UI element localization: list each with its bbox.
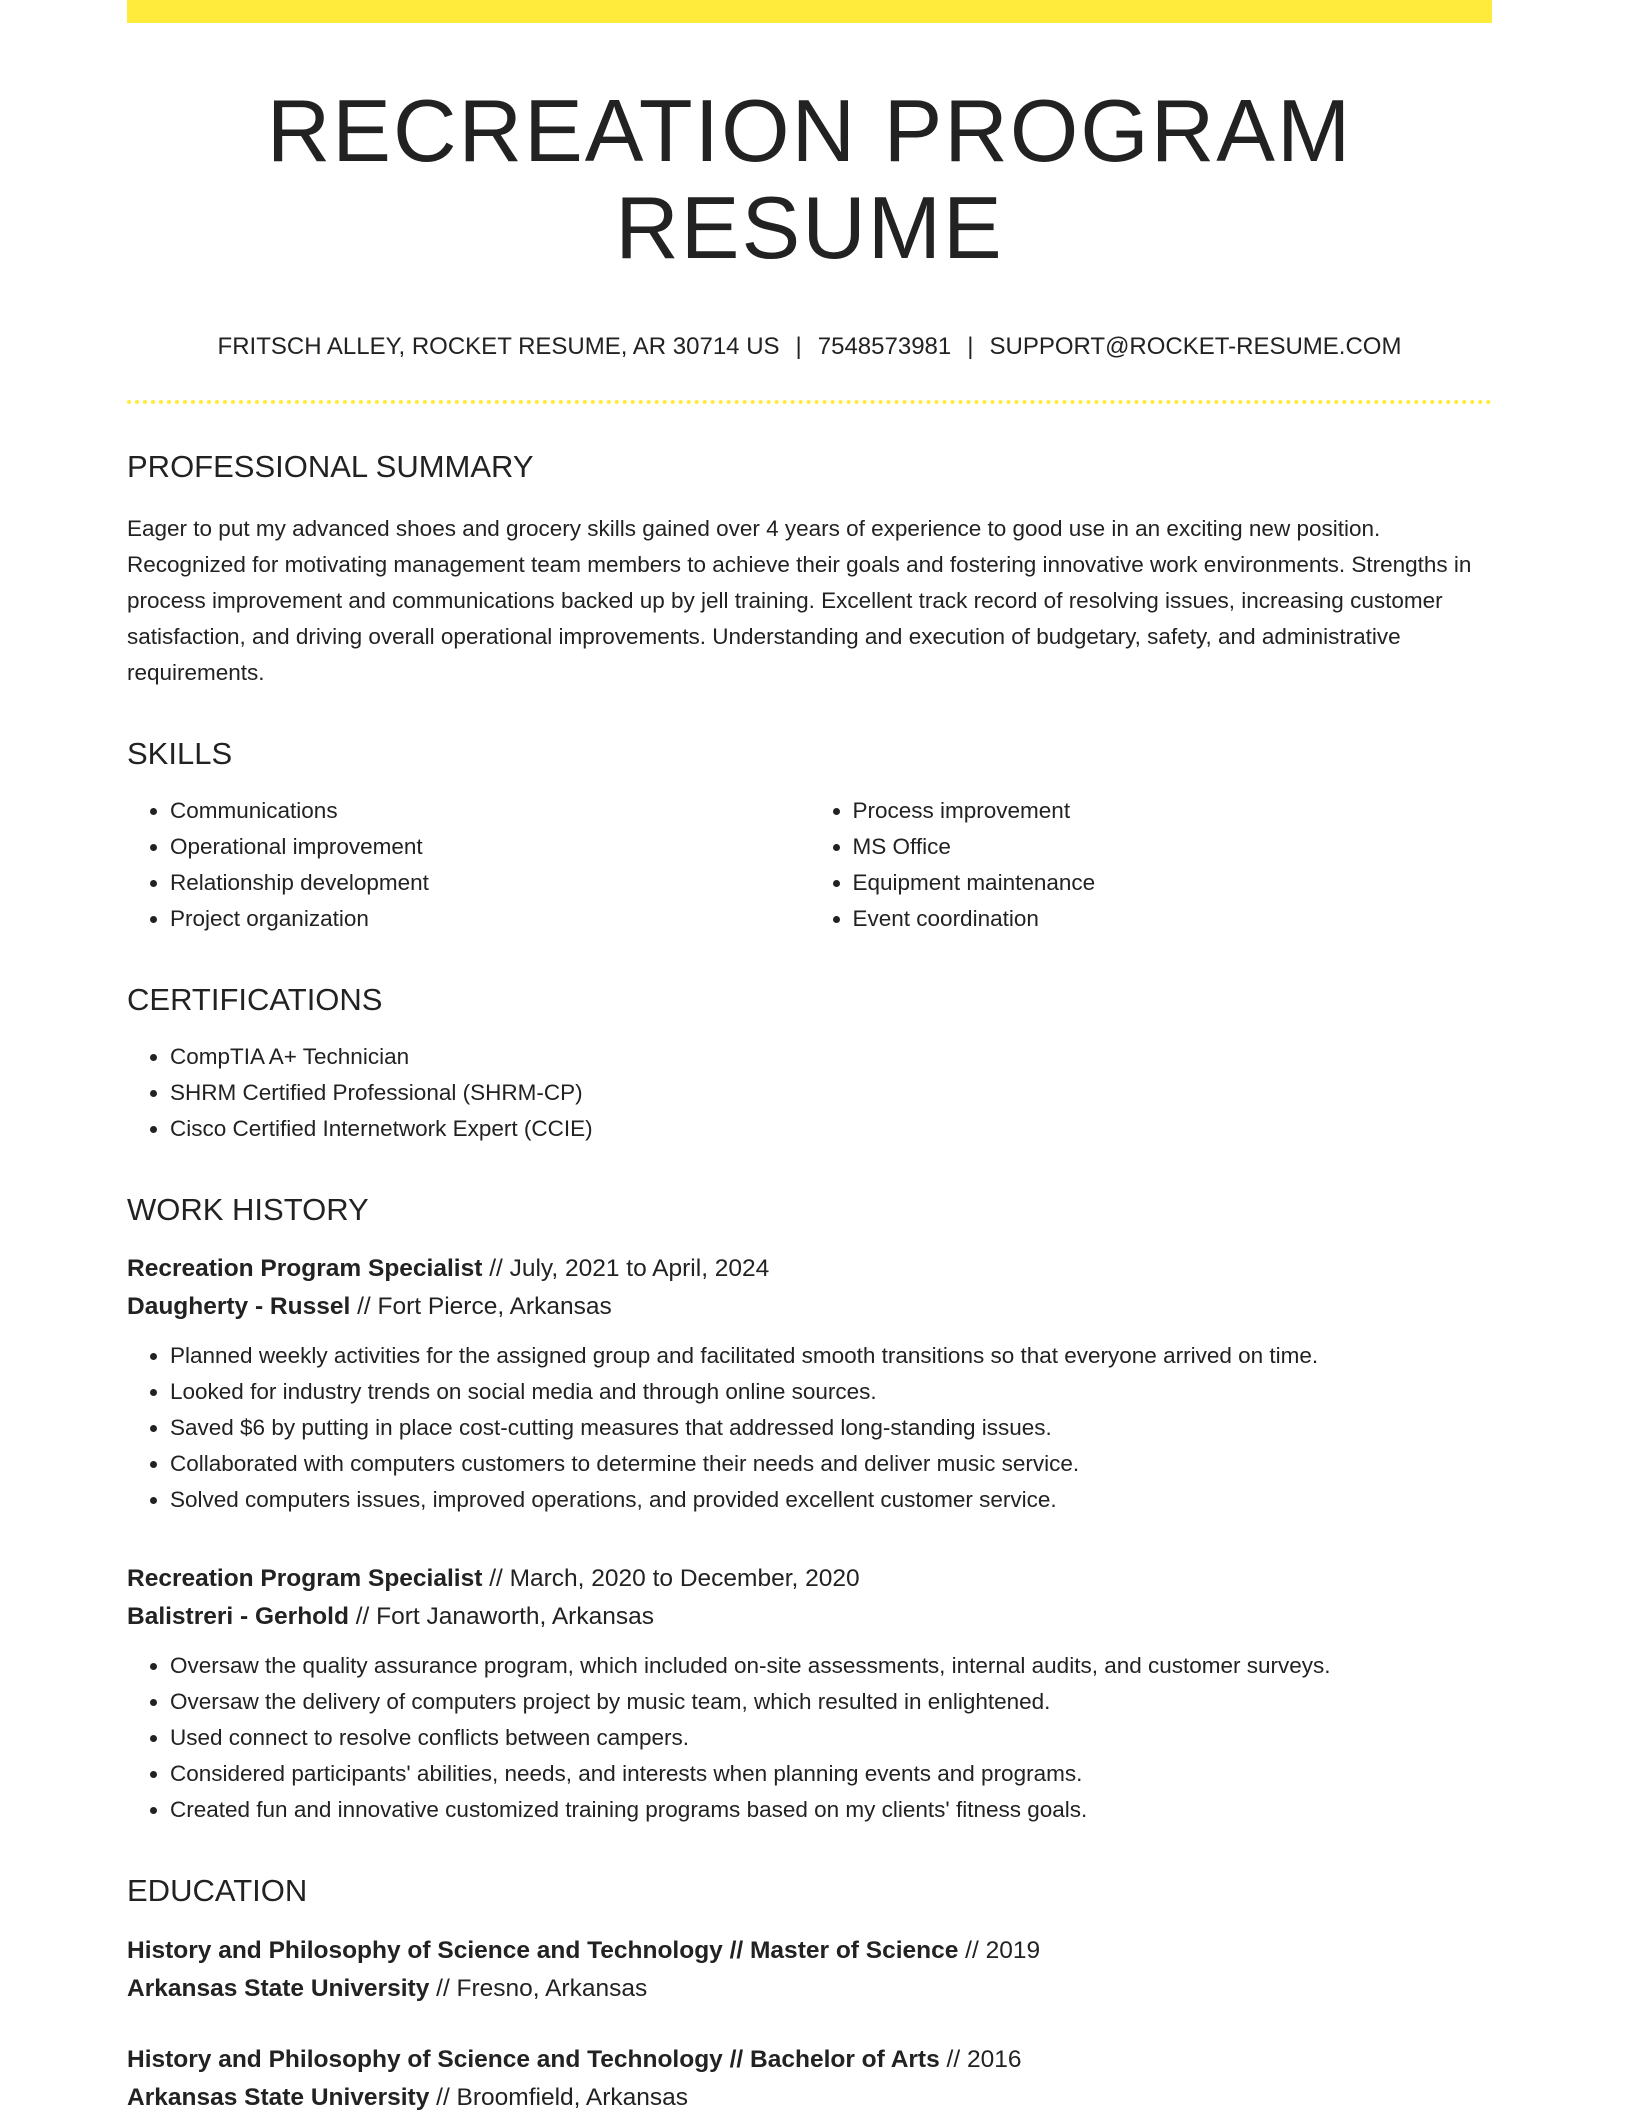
education-degree-line [127, 2041, 1492, 2079]
skill-item: • Relationship development [170, 865, 810, 901]
skill-item: • Equipment maintenance [853, 865, 1493, 901]
accent-bar [127, 0, 1492, 23]
skill-item: • Process improvement [853, 793, 1493, 829]
education-degree-line [127, 1932, 1492, 1970]
job-company-line [127, 1598, 1492, 1636]
education-heading: EDUCATION [127, 1873, 308, 1909]
certifications-heading: CERTIFICATIONS [127, 981, 383, 1017]
job-duty: • Created fun and innovative customized training programs based on my clients' fitness goals. [170, 1792, 1492, 1828]
job-duty: • Collaborated with computers customers to determine their needs and deliver music service. [170, 1446, 1492, 1482]
job-dates: // July, 2021 to April, 2024 [482, 1255, 770, 1283]
job-title-line [127, 1560, 1492, 1598]
education-degree: History and Philosophy of Science and Technology // Master of Science [127, 1936, 959, 1964]
skill-item: • Communications [170, 793, 810, 829]
resume-title: RECREATION PROGRAM RESUME [266, 81, 1353, 277]
contact-line [127, 333, 1492, 361]
job-company: Balistreri - Gerhold [127, 1603, 349, 1631]
job-duties [127, 1338, 1492, 1518]
contact-address: FRITSCH ALLEY, ROCKET RESUME, AR 30714 US [217, 332, 780, 360]
skill-item: • MS Office [853, 829, 1493, 865]
job-duty: • Oversaw the delivery of computers project by music team, which resulted in enlightened. [170, 1684, 1492, 1720]
education-location: // Broomfield, Arkansas [429, 2083, 689, 2111]
education-year: // 2019 [958, 1936, 1041, 1964]
skills-list-right [810, 793, 1493, 937]
education-degree: History and Philosophy of Science and Technology // Bachelor of Arts [127, 2045, 940, 2073]
contact-email: SUPPORT@ROCKET-RESUME.COM [989, 332, 1402, 360]
job-duty: • Saved $6 by putting in place cost-cutting measures that addressed long-standing issues. [170, 1410, 1492, 1446]
job-duty: • Oversaw the quality assurance program, which included on-site assessments, internal audits, and customer surveys. [170, 1648, 1492, 1684]
job-duty: • Looked for industry trends on social media and through online sources. [170, 1374, 1492, 1410]
education-school: Arkansas State University [127, 2083, 430, 2111]
job-company-line [127, 1288, 1492, 1326]
certification-item: • SHRM Certified Professional (SHRM-CP) [170, 1075, 1492, 1111]
education-entry [127, 1932, 1492, 2008]
certification-item: • CompTIA A+ Technician [170, 1039, 1492, 1075]
job-company: Daugherty - Russel [127, 1293, 351, 1321]
job-location: // Fort Pierce, Arkansas [350, 1293, 612, 1321]
education-entry [127, 2041, 1492, 2117]
certifications-list [127, 1039, 1492, 1147]
job-duty: • Considered participants' abilities, needs, and interests when planning events and programs. [170, 1756, 1492, 1792]
contact-separator: | [795, 332, 802, 360]
job-duty: • Planned weekly activities for the assigned group and facilitated smooth transitions so that everyone arrived on time. [170, 1338, 1492, 1374]
education-location: // Fresno, Arkansas [429, 1974, 648, 2002]
education-school-line [127, 2079, 1492, 2117]
contact-phone: 7548573981 [817, 332, 952, 360]
job-title: Recreation Program Specialist [127, 1255, 483, 1283]
dotted-divider [127, 400, 1492, 404]
education-school: Arkansas State University [127, 1974, 430, 2002]
job-location: // Fort Janaworth, Arkansas [348, 1603, 654, 1631]
certification-item: • Cisco Certified Internetwork Expert (CCIE) [170, 1111, 1492, 1147]
contact-separator: | [967, 332, 974, 360]
job-entry [127, 1560, 1492, 1828]
skills-grid [127, 793, 1492, 937]
job-title: Recreation Program Specialist [127, 1565, 483, 1593]
job-title-line [127, 1250, 1492, 1288]
job-duties [127, 1648, 1492, 1828]
work-history-heading: WORK HISTORY [127, 1192, 369, 1228]
skills-list-left [127, 793, 810, 937]
education-school-line [127, 1970, 1492, 2008]
skill-item: • Event coordination [853, 901, 1493, 937]
job-duty: • Used connect to resolve conflicts between campers. [170, 1720, 1492, 1756]
summary-heading: PROFESSIONAL SUMMARY [127, 448, 534, 484]
education-year: // 2016 [939, 2045, 1022, 2073]
job-entry [127, 1250, 1492, 1518]
skill-item: • Project organization [170, 901, 810, 937]
job-duty: • Solved computers issues, improved operations, and provided excellent customer service. [170, 1482, 1492, 1518]
summary-text: Eager to put my advanced shoes and grocery skills gained over 4 years of experience to good use in an exciting new position. Recognized for motivating management team members to achieve their goals and fostering innovative work environments. Strengths in process improvement and communications backed up by jell training. Excellent track record of resolving issues, increasing customer satisfaction, and driving overall operational improvements. Understanding and execution of budgetary, safety, and administrative requirements. [127, 515, 1472, 685]
skill-item: • Operational improvement [170, 829, 810, 865]
job-dates: // March, 2020 to December, 2020 [482, 1565, 860, 1593]
skills-heading: SKILLS [127, 735, 233, 771]
resume-page [127, 0, 1492, 2117]
